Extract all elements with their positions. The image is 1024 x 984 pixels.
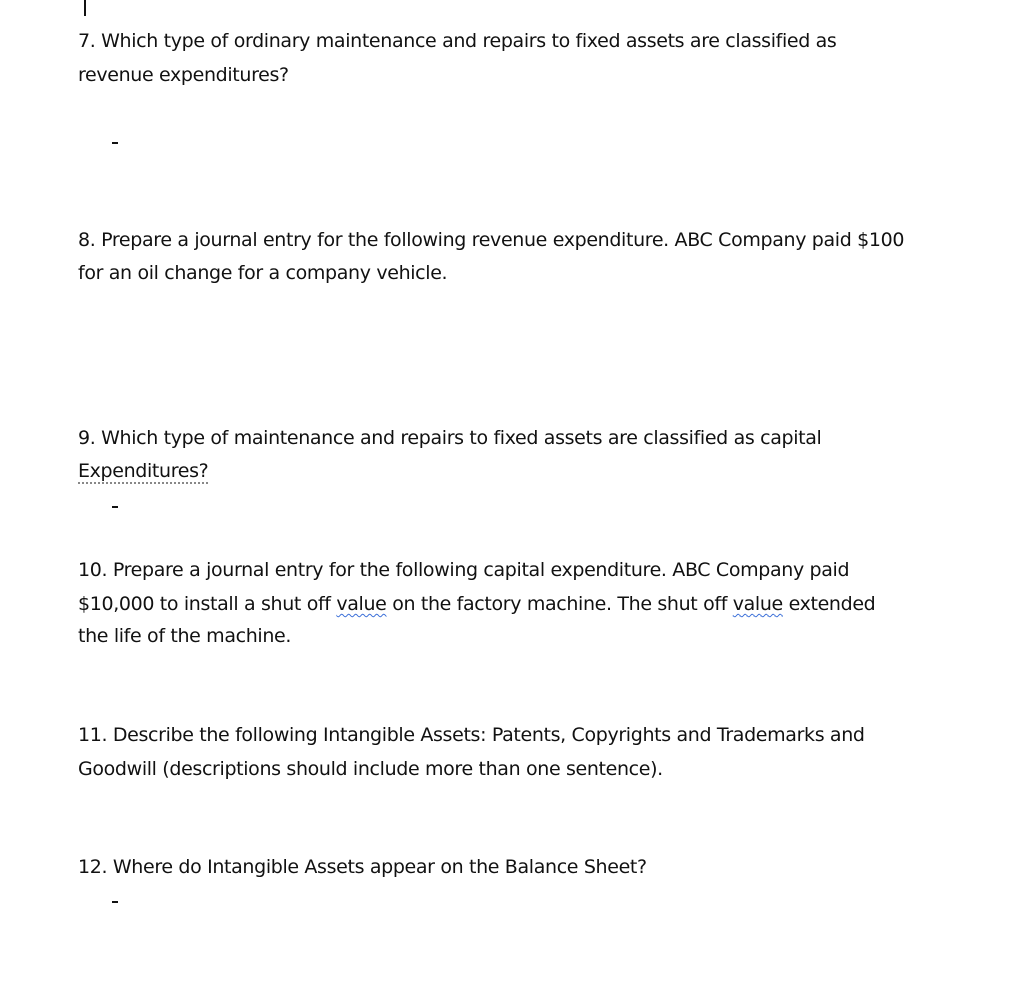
question-12-answer-bullet (112, 901, 118, 903)
question-9-line-1: 9. Which type of maintenance and repairs to fixed assets are classified as capital (78, 427, 822, 449)
question-7-answer-bullet (112, 142, 118, 144)
text-cursor (84, 0, 86, 16)
question-12-line-1: 12. Where do Intangible Assets appear on the Balance Sheet? (78, 856, 647, 878)
question-8-line-2: for an oil change for a company vehicle. (78, 262, 448, 284)
question-10-line-2-part-2: on the factory machine. The shut off (386, 593, 733, 615)
question-8-line-1: 8. Prepare a journal entry for the following revenue expenditure. ABC Company paid $100 (78, 229, 905, 251)
question-9-line-2 (78, 459, 208, 483)
question-10-line-2-part-3: extended (782, 593, 876, 615)
question-10-line-1: 10. Prepare a journal entry for the following capital expenditure. ABC Company paid (78, 559, 850, 581)
question-11-line-2: Goodwill (descriptions should include more than one sentence). (78, 758, 663, 780)
question-10-line-2-part-1: $10,000 to install a shut off (78, 593, 337, 615)
question-10-line-3: the life of the machine. (78, 625, 292, 647)
question-10-line-2 (78, 592, 875, 616)
question-7-line-2: revenue expenditures? (78, 64, 289, 86)
question-11-line-1: 11. Describe the following Intangible Assets: Patents, Copyrights and Trademarks and (78, 724, 865, 746)
expenditures-word: Expenditures? (78, 460, 209, 482)
spellcheck-word-value-1: value (336, 593, 387, 615)
question-9-answer-bullet (112, 506, 118, 508)
question-7-line-1: 7. Which type of ordinary maintenance and repairs to fixed assets are classified as (78, 30, 837, 52)
spellcheck-word-value-2: value (732, 593, 783, 615)
